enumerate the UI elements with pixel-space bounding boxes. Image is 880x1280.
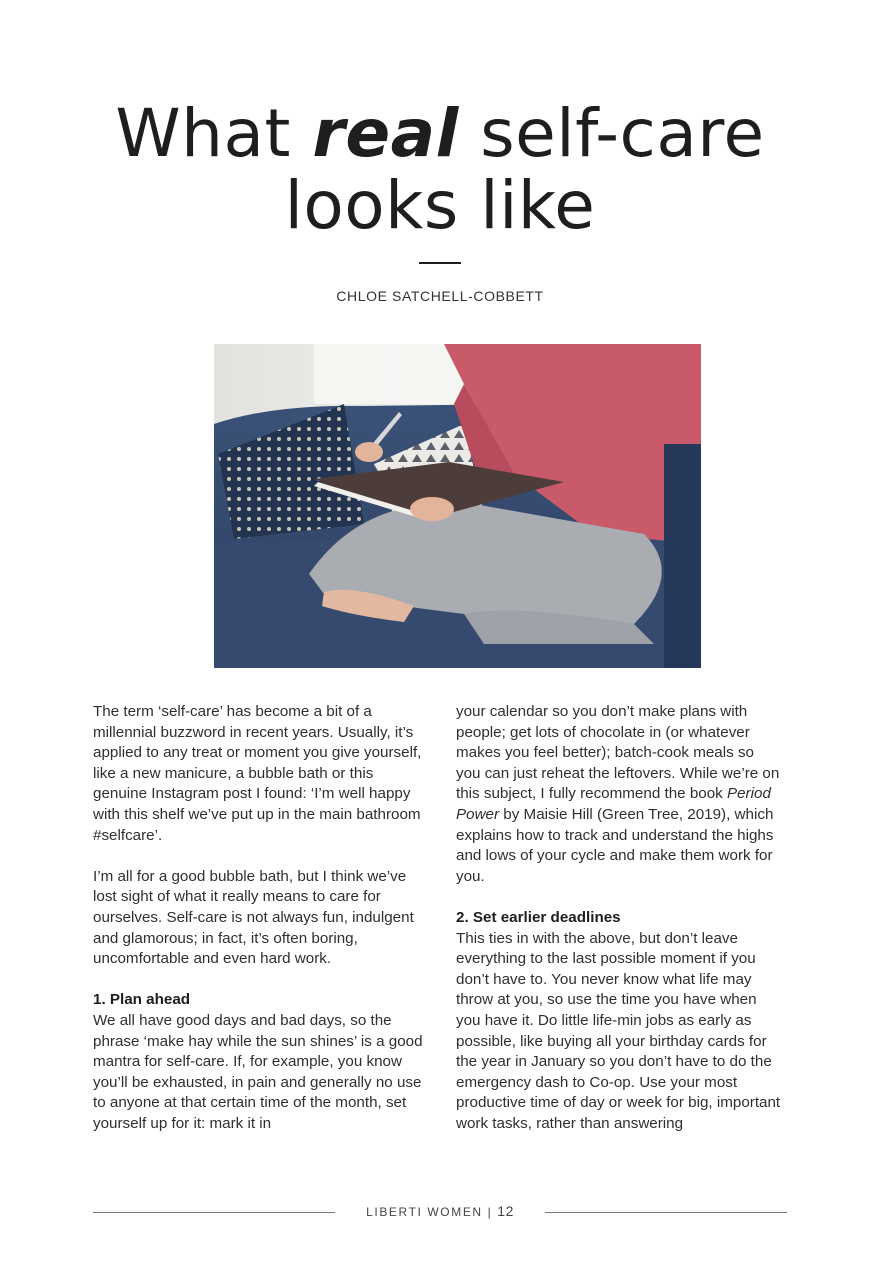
text-column-right bbox=[456, 702, 782, 1155]
page-number: 12 bbox=[497, 1203, 514, 1219]
article-title bbox=[0, 95, 880, 244]
publication-name: LIBERTI WOMEN bbox=[366, 1205, 483, 1219]
author-byline: CHLOE SATCHELL-COBBETT bbox=[336, 288, 544, 304]
text-column-left bbox=[93, 702, 428, 1155]
paragraph: We all have good days and bad days, so the phrase ‘make hay while the sun shines’ is a good mantra for self-care. If, for example, you know you’ll be exhausted, in pain and generally no use to anyone at that certain time of the month, set yourself up for it: mark it in bbox=[93, 1011, 423, 1132]
article-photo bbox=[214, 344, 701, 668]
section-heading-set-earlier-deadlines: 2. Set earlier deadlines bbox=[456, 908, 621, 926]
paragraph: I’m all for a good bubble bath, but I think we’ve lost sight of what it really means to care for ourselves. Self-care is not always fun, indulgent and glamorous; in fact, it’s often boring, uncomfortable and even hard work. bbox=[93, 867, 414, 968]
title-line-1: What real self-care bbox=[115, 95, 765, 172]
title-line-2: looks like bbox=[284, 167, 596, 244]
title-divider bbox=[419, 262, 461, 264]
paragraph: This ties in with the above, but don’t leave everything to the last possible moment if you don’t have to. You never know what life may throw at you, so use the time you have when you have it. Do little life-min jobs as early as possible, like buying all your birthday cards for the year in January so you don’t have to do the emergency dash to Co-op. Use your most productive time of day or week for big, important work tasks, rather than answering bbox=[456, 929, 781, 1132]
paragraph: your calendar so you don’t make plans with people; get lots of chocolate in (or whatever makes you feel better); batch-cook meals so you can just reheat the leftovers. While we’re on this subject, I fully recommend the book Period Power by Maisie Hill (Green Tree, 2019), which explains how to track and understand the highs and lows of your cycle and make them work for you. bbox=[456, 703, 780, 885]
book-title: Period Power bbox=[456, 785, 771, 823]
section-heading-plan-ahead: 1. Plan ahead bbox=[93, 991, 191, 1009]
paragraph: The term ‘self-care’ has become a bit of a millennial buzzword in recent years. Usually, it’s applied to any treat or moment you give yourself, like a new manicure, a bubble bath or this genuine Instagram post I found: ‘I’m well happy with this shelf we’ve put up in the main bathroom #selfcare’. bbox=[93, 703, 422, 844]
page-footer: LIBERTI WOMEN | 12 bbox=[366, 1203, 514, 1219]
title-emphasis: real bbox=[312, 95, 459, 172]
